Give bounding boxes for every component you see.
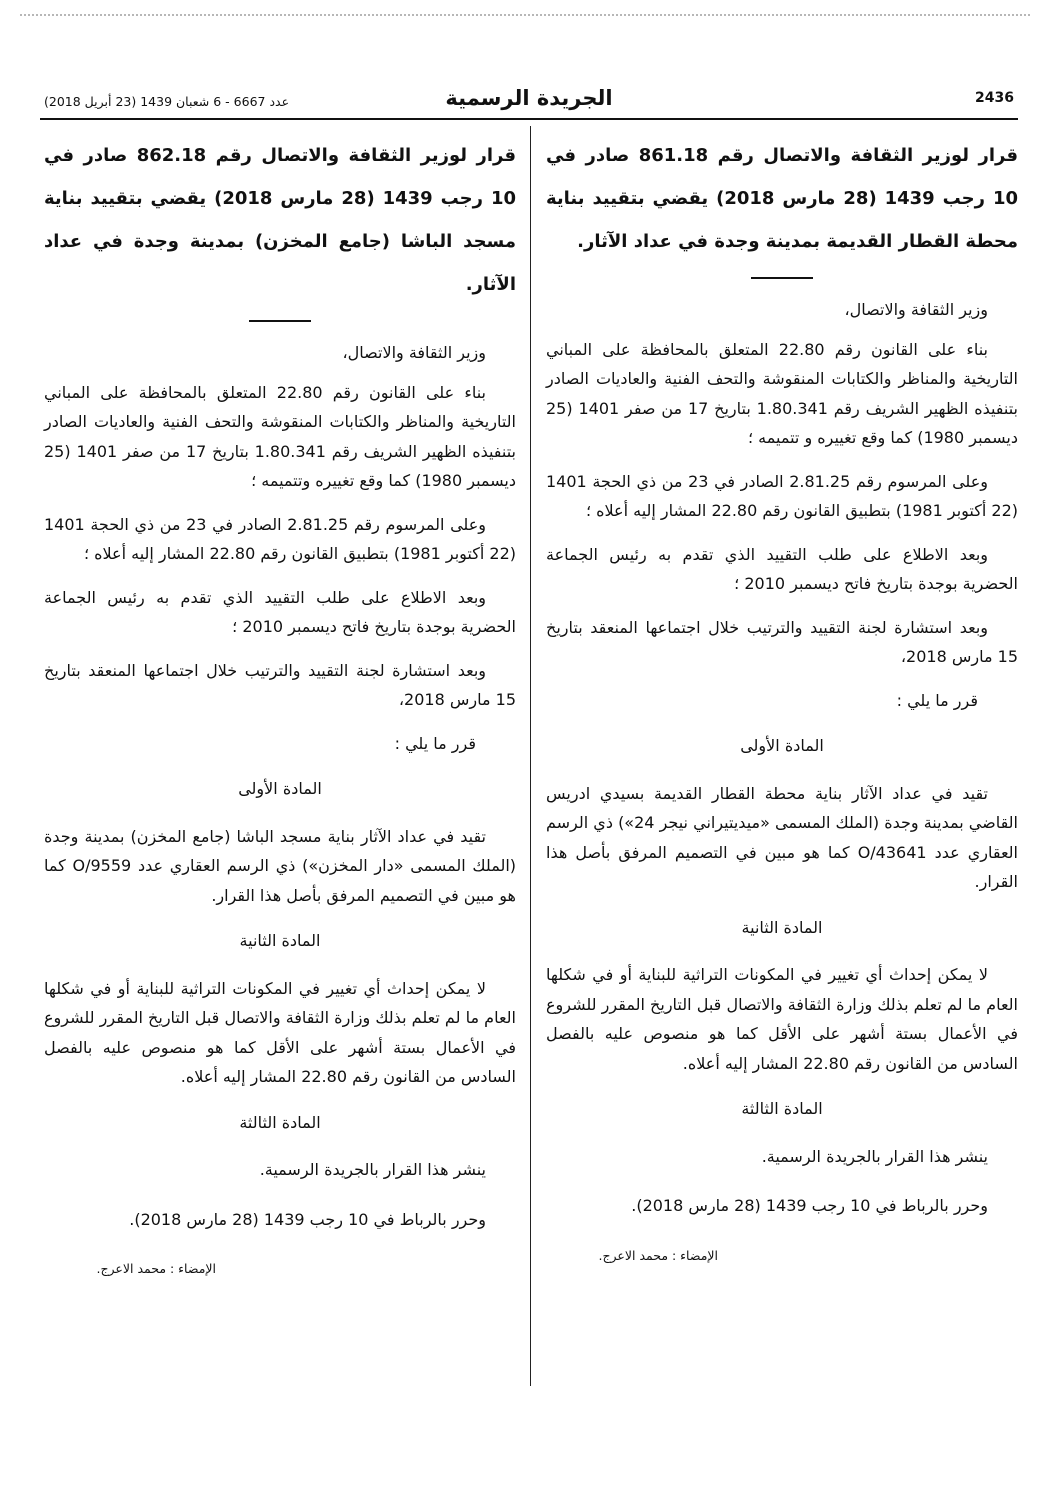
- gazette-title: الجريدة الرسمية: [445, 86, 613, 110]
- title-separator: [249, 320, 311, 322]
- minister-line: وزير الثقافة والاتصال،: [342, 343, 486, 362]
- article-heading: المادة الثانية: [741, 917, 823, 937]
- preamble-paragraph: وعلى المرسوم رقم 2.81.25 الصادر في 23 من ذي الحجة 1401 (22 أكتوبر 1981) بتطبيق القانون رقم 22.80 المشار إليه أعلاه ؛: [44, 514, 516, 563]
- signature-line: الإمضاء : محمد الاعرج.: [598, 1247, 718, 1263]
- title-separator: [751, 277, 813, 279]
- preamble-paragraph: وبعد استشارة لجنة التقييد والترتيب خلال اجتماعها المنعقد بتاريخ 15 مارس 2018،: [44, 660, 516, 709]
- decree-title: قرار لوزير الثقافة والاتصال رقم 861.18 صادر في 10 رجب 1439 (28 مارس 2018) يقضي بتقييد بناية محطة القطار القديمة بمدينة وجدة في عداد الآثار.: [546, 145, 1018, 252]
- gazette-header: [40, 88, 1018, 120]
- article-heading: المادة الثالثة: [239, 1112, 321, 1132]
- signed-at-line: وحرر بالرباط في 10 رجب 1439 (28 مارس 2018).: [631, 1196, 988, 1215]
- preamble-paragraph: وبعد الاطلاع على طلب التقييد الذي تقدم به رئيس الجماعة الحضرية بوجدة بتاريخ فاتح ديسمبر 2010 ؛: [546, 544, 1018, 593]
- preamble-paragraph: وعلى المرسوم رقم 2.81.25 الصادر في 23 من ذي الحجة 1401 (22 أكتوبر 1981) بتطبيق القانون رقم 22.80 المشار إليه أعلاه ؛: [546, 471, 1018, 520]
- page-number: 2436: [975, 90, 1014, 106]
- preamble-paragraph: وبعد استشارة لجنة التقييد والترتيب خلال اجتماعها المنعقد بتاريخ 15 مارس 2018،: [546, 617, 1018, 666]
- decides-line: قرر ما يلي :: [896, 690, 978, 710]
- article-heading: المادة الأولى: [740, 736, 824, 755]
- column-divider: [530, 126, 531, 1386]
- article-text: لا يمكن إحداث أي تغيير في المكونات التراثية للبناية أو في شكلها العام ما لم تعلم بذلك وزارة الثقافة والاتصال قبل التاريخ المقرر للشروع في الأعمال بستة أشهر على الأقل كما هو منصوص عليه بالفصل السادس من القانون رقم 22.80 المشار إليه أعلاه.: [546, 965, 1018, 1073]
- article-heading: المادة الثالثة: [741, 1099, 823, 1118]
- preamble-paragraph: وبعد الاطلاع على طلب التقييد الذي تقدم به رئيس الجماعة الحضرية بوجدة بتاريخ فاتح ديسمبر 2010 ؛: [44, 587, 516, 636]
- decree-861-column: [546, 134, 1018, 1270]
- signature-line: الإمضاء : محمد الاعرج.: [96, 1261, 216, 1276]
- decree-title: قرار لوزير الثقافة والاتصال رقم 862.18 صادر في 10 رجب 1439 (28 مارس 2018) يقضي بتقييد بناية مسجد الباشا (جامع المخزن) بمدينة وجدة في عداد الآثار.: [44, 145, 516, 295]
- decides-line: قرر ما يلي :: [394, 733, 476, 753]
- signed-at-line: وحرر بالرباط في 10 رجب 1439 (28 مارس 2018).: [129, 1209, 486, 1229]
- article-text: ينشر هذا القرار بالجريدة الرسمية.: [259, 1160, 486, 1179]
- article-heading: المادة الأولى: [238, 779, 322, 798]
- preamble-paragraph: بناء على القانون رقم 22.80 المتعلق بالمحافظة على المباني التاريخية والمناظر والكتابات المنقوشة والتحف الفنية والعاديات الصادر بتنفيذه الظهير الشريف رقم 1.80.341 بتاريخ 17 من صفر 1401 (25 ديسمبر 1980) كما وقع تغييره وتتميمه ؛: [44, 382, 517, 490]
- decree-862-column: [44, 134, 516, 1284]
- minister-line: وزير الثقافة والاتصال،: [844, 300, 988, 319]
- issue-info: عدد 6667 - 6 شعبان 1439 (23 أبريل 2018): [44, 94, 290, 109]
- preamble-paragraph: بناء على القانون رقم 22.80 المتعلق بالمحافظة على المباني التاريخية والمناظر والكتابات المنقوشة والتحف الفنية والعاديات الصادر بتنفيذه الظهير الشريف رقم 1.80.341 بتاريخ 17 من صفر 1401 (25 ديسمبر 1980) كما وقع تغييره و تتميمه ؛: [546, 339, 1019, 447]
- article-text: تقيد في عداد الآثار بناية مسجد الباشا (جامع المخزن) بمدينة وجدة (الملك المسمى «دار المخزن») ذي الرسم العقاري عدد O/9559 كما هو مبين في التصميم المرفق بأصل هذا القرار.: [44, 826, 517, 905]
- article-text: لا يمكن إحداث أي تغيير في المكونات التراثية للبناية أو في شكلها العام ما لم تعلم بذلك وزارة الثقافة والاتصال قبل التاريخ المقرر للشروع في الأعمال بستة أشهر على الأقل كما هو منصوص عليه بالفصل السادس من القانون رقم 22.80 المشار إليه أعلاه.: [44, 978, 516, 1086]
- article-text: ينشر هذا القرار بالجريدة الرسمية.: [761, 1146, 988, 1166]
- article-text: تقيد في عداد الآثار بناية محطة القطار القديمة بسيدي ادريس القاضي بمدينة وجدة (الملك المسمى «ميديتيراني نيجر 24») ذي الرسم العقاري عدد O/43641 كما هو مبين في التصميم المرفق بأصل هذا القرار.: [546, 783, 1019, 891]
- article-heading: المادة الثانية: [239, 931, 321, 950]
- scan-artifact-line: [20, 14, 1030, 18]
